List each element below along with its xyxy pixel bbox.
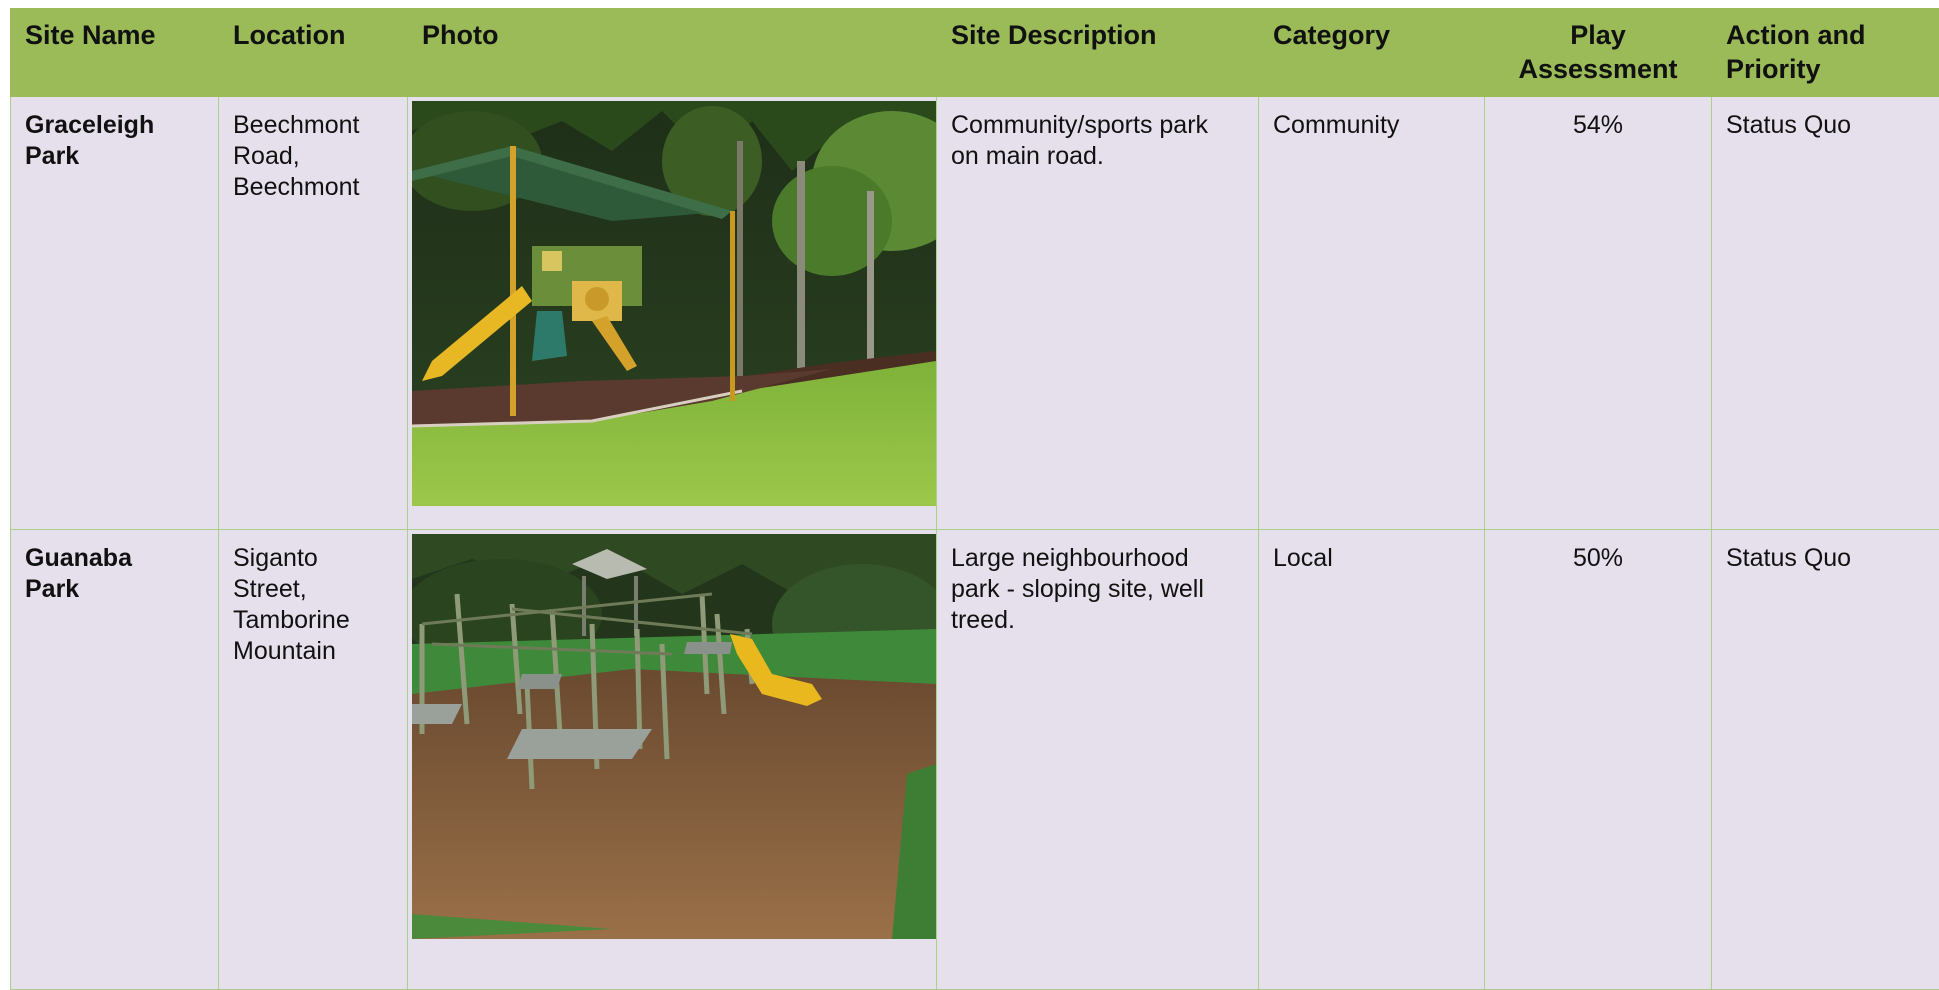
- location-line: Mountain: [233, 637, 336, 665]
- header-play-assessment: [1485, 9, 1712, 97]
- site-description-cell: [937, 97, 1259, 530]
- header-site-name: Site Name: [11, 9, 219, 97]
- site-description-cell: [937, 530, 1259, 990]
- header-action-priority-line2: Priority: [1726, 54, 1821, 84]
- site-name-line: Park: [25, 142, 79, 170]
- site-name-cell: [11, 530, 219, 990]
- action-priority-cell: Status Quo: [1712, 97, 1939, 530]
- description-line: Large neighbourhood: [951, 544, 1189, 572]
- play-assessment-cell: 50%: [1485, 530, 1712, 990]
- description-line: Community/sports park: [951, 111, 1208, 139]
- description-line: treed.: [951, 606, 1015, 634]
- location-line: Siganto: [233, 544, 318, 572]
- site-name-line: Park: [25, 575, 79, 603]
- play-assessment-cell: 54%: [1485, 97, 1712, 530]
- header-action-priority-line1: Action and: [1726, 20, 1866, 50]
- location-line: Road,: [233, 142, 300, 170]
- action-priority-cell: Status Quo: [1712, 530, 1939, 990]
- header-category: Category: [1259, 9, 1485, 97]
- header-site-description: Site Description: [937, 9, 1259, 97]
- description-line: park - sloping site, well: [951, 575, 1204, 603]
- photo-cell: [408, 530, 937, 990]
- location-line: Street,: [233, 575, 307, 603]
- header-photo: Photo: [408, 9, 937, 97]
- location-line: Beechmont: [233, 111, 359, 139]
- header-play-assessment-line2: Assessment: [1518, 54, 1677, 84]
- header-action-priority: [1712, 9, 1939, 97]
- site-name-cell: [11, 97, 219, 530]
- description-line: on main road.: [951, 142, 1104, 170]
- category-cell: Local: [1259, 530, 1485, 990]
- location-line: Tamborine: [233, 606, 350, 634]
- site-name-line: Guanaba: [25, 544, 132, 572]
- location-cell: [219, 530, 408, 990]
- header-play-assessment-line1: Play: [1570, 20, 1626, 50]
- header-location: Location: [219, 9, 408, 97]
- playground-photo: [412, 534, 936, 939]
- table-row: [11, 97, 1939, 530]
- location-cell: [219, 97, 408, 530]
- table-row: [11, 530, 1939, 990]
- photo-cell: [408, 97, 937, 530]
- table-header-row: [11, 9, 1939, 97]
- playground-photo: [412, 101, 936, 506]
- category-cell: Community: [1259, 97, 1485, 530]
- playground-sites-table: [10, 8, 1939, 990]
- site-name-line: Graceleigh: [25, 111, 154, 139]
- location-line: Beechmont: [233, 173, 359, 201]
